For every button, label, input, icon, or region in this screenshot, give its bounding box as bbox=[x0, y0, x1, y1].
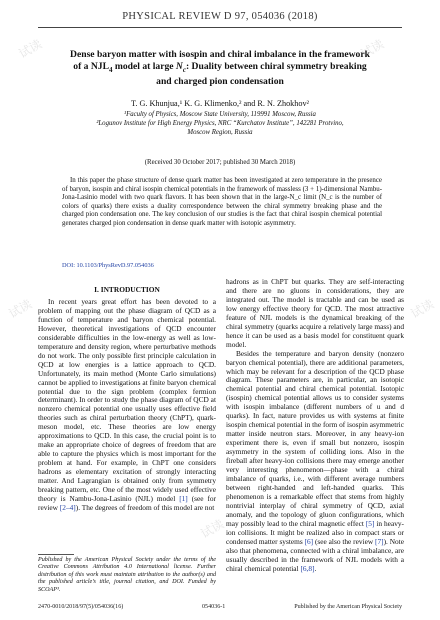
affiliation-2-cont: Moscow Region, Russia bbox=[187, 129, 253, 136]
footer-publisher: Published by the American Physical Society bbox=[294, 604, 402, 610]
received-dates: (Received 30 October 2017; published 30 March 2018) bbox=[144, 159, 296, 166]
left-column bbox=[38, 298, 216, 513]
right-column bbox=[226, 278, 404, 573]
intro-text: (see for review bbox=[38, 493, 217, 512]
journal-header: PHYSICAL REVIEW D 97, 054036 (2018) bbox=[122, 11, 318, 22]
abstract bbox=[62, 177, 382, 229]
doi-anchor[interactable]: DOI: 10.1103/PhysRevD.97.054036 bbox=[62, 262, 154, 269]
citation-link[interactable]: [7] bbox=[375, 536, 384, 546]
watermark-stamp: 试读 bbox=[358, 36, 387, 61]
license-footnote: Published by the American Physical Society under the terms of the Creative Commons Attribution 4.0 International license. Further distribution of this work must maintain attribution to the author(s) and the published article’s title, journal citation, and DOI. Funded by SCOAP³. bbox=[38, 557, 216, 593]
body-paragraph bbox=[226, 350, 404, 574]
footnote-rule bbox=[38, 554, 74, 555]
author-list: T. G. Khunjua,¹ K. G. Klimenko,² and R. N. Zhokhov² bbox=[131, 99, 309, 108]
affiliation-2: ²Logunov Institute for High Energy Physics, NRC “Kurchatov Institute”, 142281 Protvino, bbox=[96, 120, 344, 127]
citation-link[interactable]: [2–4] bbox=[59, 502, 76, 512]
body-text: (see also the review bbox=[313, 536, 375, 546]
citation-link[interactable]: [6] bbox=[304, 536, 314, 546]
watermark-stamp: 试读 bbox=[198, 516, 227, 541]
watermark-stamp: 试读 bbox=[6, 296, 35, 321]
body-text: ). Note also that phenomena, connected with a chiral imbalance, are usually described in the framework of NJL models with a chiral chemical potential bbox=[226, 536, 404, 573]
citation-link[interactable]: [1] bbox=[179, 493, 188, 503]
citation-link[interactable]: [5] bbox=[365, 518, 375, 528]
paper-title: Dense baryon matter with isospin and chiral imbalance in the framework of a $NJL_4$ model at large $N_c$: Duality between chiral symmetry breaking and charged pion condensation bbox=[70, 49, 370, 87]
body-text: Besides the temperature and baryon density (nonzero baryon chemical potential), there are additional parameters, which may be relevant for a description of the QCD phase diagram. These parameters are, in particular, an isotopic chemical potential and chiral chemical potential. Isotopic (isospin) chemical potential allows us to consider systems with isospin imbalance (different numbers of u and d quarks). In fact, nature provides us with systems at finite isospin chemical potential in the form of isospin asymmetric matter inside neutron stars. Moreover, in any heavy-ion experiment there is, even if small but nonzero, isospin asymmetry in the system of colliding ions. Also in the fireball after heavy-ion collisions there may emerge another very interesting phenomenon—phase with a chiral imbalance of quarks, i.e., with different average numbers between right-handed and left-handed quarks. This phenomenon is a remarkable effect that stems from highly nontrivial interplay of chiral symmetry of QCD, axial anomaly, and the topology of gluon configurations, which may possibly lead to the chiral magnetic effect bbox=[226, 348, 404, 528]
body-text: in heavy-ion collisions. It might be realized also in compact stars or condensed matter systems bbox=[226, 518, 404, 546]
affiliation-1: ¹Faculty of Physics, Moscow State University, 119991 Moscow, Russia bbox=[124, 111, 316, 118]
intro-text: In recent years great effort has been devoted to a problem of mapping out the phase diagram of QCD as a function of temperature and baryon chemical potential. However, theoretical investigations of QCD encounter considerable difficulties in the low-energy as well as low-temperature and density region, where perturbative methods do not work. The only possible first principle calculation in QCD at low energies is a lattice approach to QCD. Unfortunately, its main method (Monte Carlo simulations) cannot be applied to investigations at finite baryon chemical potential due to the sign problem (complex fermion determinant). In order to study the phase diagram of QCD at nonzero chemical potential one usually uses effective field theories such as chiral perturbation theory (ChPT), quark-meson model, etc. These theories are low energy approximations to QCD. In this case, the crucial point is to make an appropriate choice of degrees of freedom that are able to capture the physics which is most important for the problem at hand. For example, in ChPT one considers hadrons as elementary excitation of strongly interacting matter. And Lagrangian is obtained only from symmetry breaking pattern, etc. One of the most widely used effective theory is Nambu-Jona-Lasinio (NJL) model bbox=[38, 297, 216, 503]
footer-page-number: 054036-1 bbox=[202, 604, 226, 610]
intro-paragraph bbox=[38, 298, 216, 513]
abstract-text: In this paper the phase structure of dense quark matter has been investigated at zero temperature in the presence of baryon, isospin and chiral isospin chemical potentials in the framework of massless (3 + 1)-dimensional Nambu-Jona-Lasinio model with two quark flavors. It has been shown that in the large-N_c limit (N_c is the number of colors of quarks) there exists a duality correspondence between the chiral symmetry breaking phase and the charged pion condensation one. The key conclusion of our studies is the fact that chiral isospin chemical potential generates charged pion condensation in dense quark matter with isotopic asymmetry. bbox=[62, 177, 382, 227]
body-paragraph: hadrons as in ChPT but quarks. They are self-interacting and there are no gluons in considerations, they are integrated out. The model is tractable and can be used as low energy effective theory for QCD. The most attractive feature of NJL models is the dynamical breaking of the chiral symmetry (quarks acquire a relatively large mass) and hence it can be used as a basis model for constituent quark model. bbox=[226, 277, 404, 349]
footer-issn: 2470-0010/2018/97(5)/054036(16) bbox=[38, 604, 124, 610]
citation-link[interactable]: [6,8] bbox=[300, 563, 315, 573]
body-text: . bbox=[314, 563, 317, 573]
section-heading: I. INTRODUCTION bbox=[94, 285, 160, 294]
header-rule bbox=[38, 27, 402, 28]
watermark-stamp: 试读 bbox=[16, 36, 45, 61]
intro-text: ). The degrees of freedom of this model are not bbox=[75, 502, 215, 512]
watermark-stamp: 试读 bbox=[408, 296, 437, 321]
doi-link[interactable] bbox=[62, 262, 154, 269]
